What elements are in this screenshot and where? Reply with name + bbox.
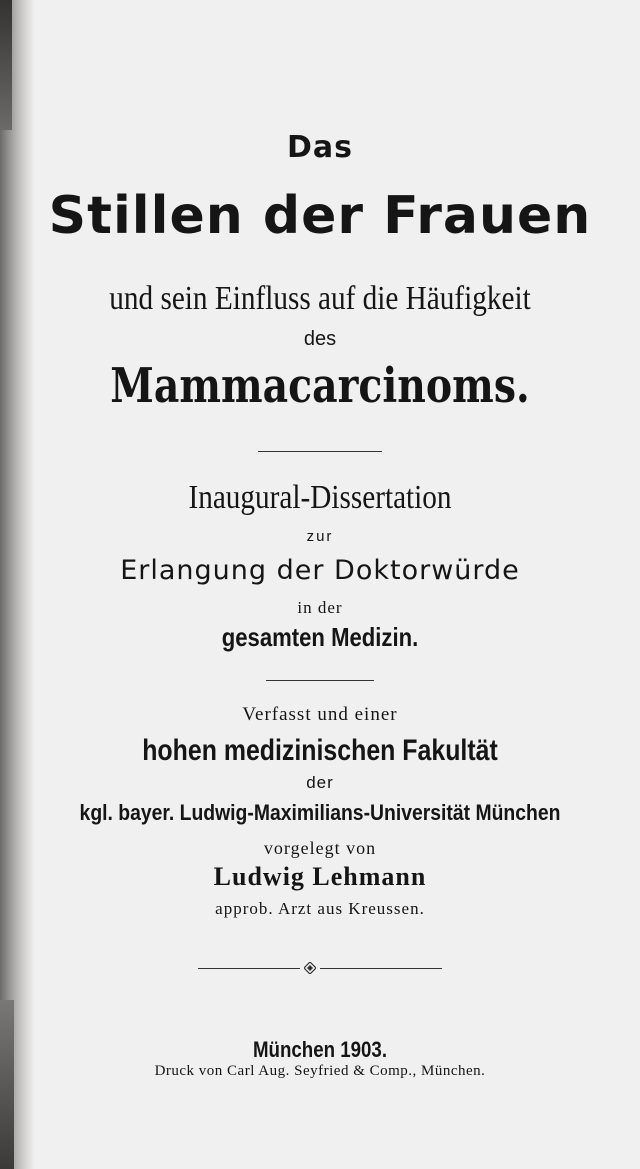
zur-text: zur [306, 528, 334, 545]
verfasst-line: Verfasst und einer [242, 704, 398, 725]
fakultaet-line: hohen medizinischen Fakultät [142, 734, 498, 767]
der-text: der [306, 773, 334, 792]
des-text: des [303, 328, 337, 350]
inaugural-dissertation: Inaugural-Dissertation [188, 479, 452, 516]
erlangung-line: Erlangung der Doktorwürde [120, 555, 520, 586]
spine-dark-bottom [0, 1000, 14, 1169]
author-name: Ludwig Lehmann [213, 862, 427, 891]
place-year: München 1903. [252, 1037, 388, 1062]
subtitle: und sein Einfluss auf die Häufigkeit [109, 280, 531, 317]
diamond-ornament-icon [304, 962, 316, 974]
vorgelegt-line: vorgelegt von [263, 838, 377, 858]
mammacarcinoms-title: Mammacarcinoms. [110, 358, 530, 414]
printer-line: Druck von Carl Aug. Seyfried & Comp., München. [154, 1063, 486, 1079]
spine-dark-top [0, 0, 12, 130]
divider-rule-2 [266, 680, 374, 681]
title-das: Das [286, 130, 353, 165]
main-title: Stillen der Frauen [48, 186, 592, 246]
author-credentials: approb. Arzt aus Kreussen. [215, 899, 425, 918]
divider-rule-1 [258, 451, 382, 452]
ornament-rule-right [320, 968, 442, 969]
in-der-text: in der [297, 598, 343, 617]
universitaet-line: kgl. bayer. Ludwig-Maximilians-Universität München [79, 800, 561, 825]
ornament-rule-left [198, 968, 300, 969]
gesamten-medizin: gesamten Medizin. [221, 622, 419, 652]
